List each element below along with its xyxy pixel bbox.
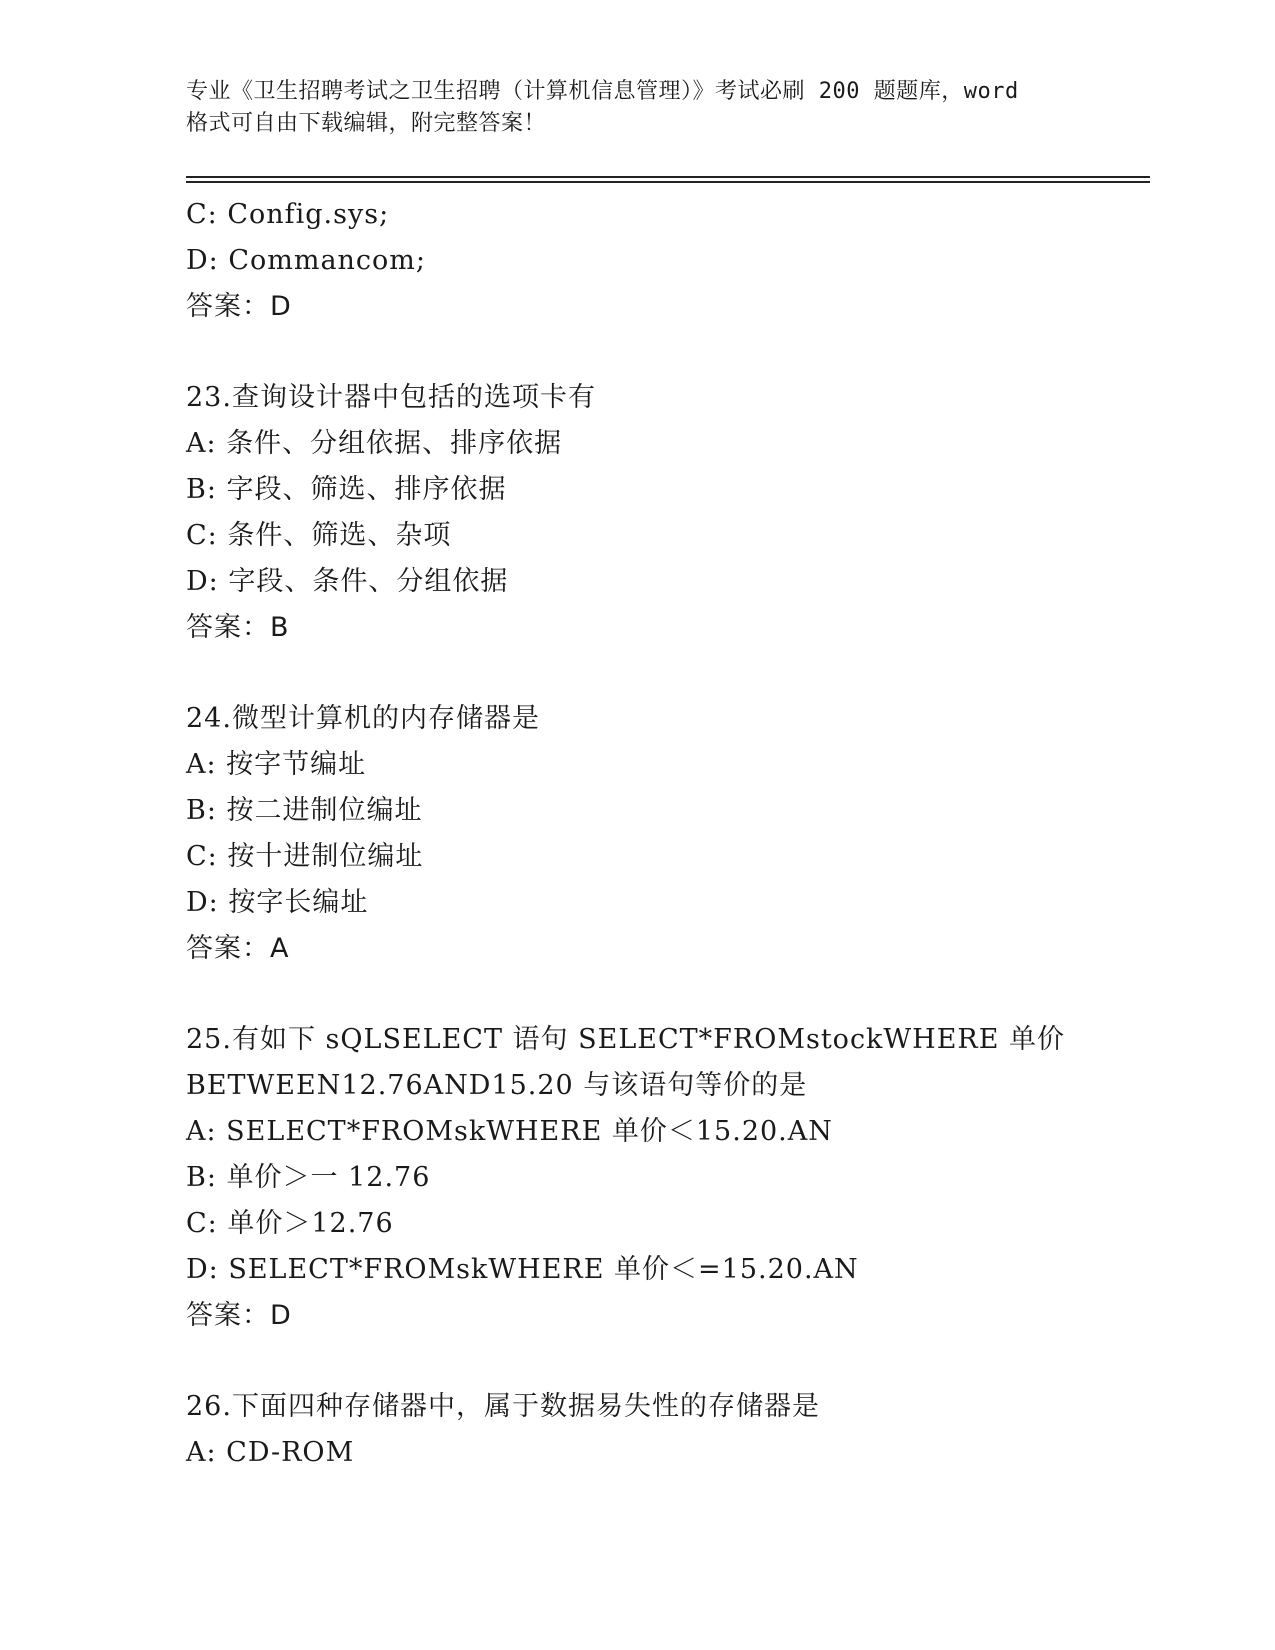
option-d: D: 按字长编址 bbox=[186, 887, 369, 918]
question-stem-line-1: 25.有如下 sQLSELECT 语句 SELECT*FROMstockWHERE 单价 bbox=[186, 1024, 1066, 1055]
answer-line: 答案：D bbox=[186, 291, 292, 322]
document-header bbox=[186, 76, 1086, 140]
question-stem: 26.下面四种存储器中，属于数据易失性的存储器是 bbox=[186, 1391, 820, 1422]
question-stem: 23.查询设计器中包括的选项卡有 bbox=[186, 382, 596, 413]
option-b: B: 字段、筛选、排序依据 bbox=[186, 474, 507, 505]
option-d: D: Commancom; bbox=[186, 245, 427, 276]
answer-line: 答案：A bbox=[186, 933, 290, 964]
answer-line: 答案：B bbox=[186, 612, 290, 643]
question-list bbox=[186, 192, 1150, 1476]
header-title-line-1: 专业《卫生招聘考试之卫生招聘（计算机信息管理）》考试必刷 200 题题库，word bbox=[186, 79, 1019, 104]
question-25 bbox=[186, 1017, 1150, 1339]
question-24 bbox=[186, 696, 1150, 972]
option-a: A: SELECT*FROMskWHERE 单价＜15.20.AN bbox=[186, 1116, 833, 1147]
option-c: C: 条件、筛选、杂项 bbox=[186, 520, 452, 551]
spacer bbox=[186, 972, 1150, 1017]
option-c: C: 单价＞12.76 bbox=[186, 1208, 394, 1239]
spacer bbox=[186, 330, 1150, 375]
answer-line: 答案：D bbox=[186, 1300, 292, 1331]
option-c: C: 按十进制位编址 bbox=[186, 841, 424, 872]
header-divider-bottom bbox=[186, 181, 1150, 183]
question-22-fragment bbox=[186, 192, 1150, 330]
option-a: A: CD-ROM bbox=[186, 1437, 355, 1468]
question-26 bbox=[186, 1384, 1150, 1476]
spacer bbox=[186, 651, 1150, 696]
question-stem: 24.微型计算机的内存储器是 bbox=[186, 703, 540, 734]
option-b: B: 按二进制位编址 bbox=[186, 795, 423, 826]
option-d: D: SELECT*FROMskWHERE 单价＜=15.20.AN bbox=[186, 1254, 859, 1285]
option-a: A: 按字节编址 bbox=[186, 749, 367, 780]
option-c: C: Config.sys; bbox=[186, 199, 390, 230]
header-title-line-2: 格式可自由下载编辑，附完整答案！ bbox=[186, 111, 547, 136]
header-divider-top bbox=[186, 176, 1150, 178]
option-b: B: 单价＞一 12.76 bbox=[186, 1162, 431, 1193]
spacer bbox=[186, 1339, 1150, 1384]
option-a: A: 条件、分组依据、排序依据 bbox=[186, 428, 563, 459]
option-d: D: 字段、条件、分组依据 bbox=[186, 566, 509, 597]
question-stem-line-2: BETWEEN12.76AND15.20 与该语句等价的是 bbox=[186, 1070, 808, 1101]
question-23 bbox=[186, 375, 1150, 651]
